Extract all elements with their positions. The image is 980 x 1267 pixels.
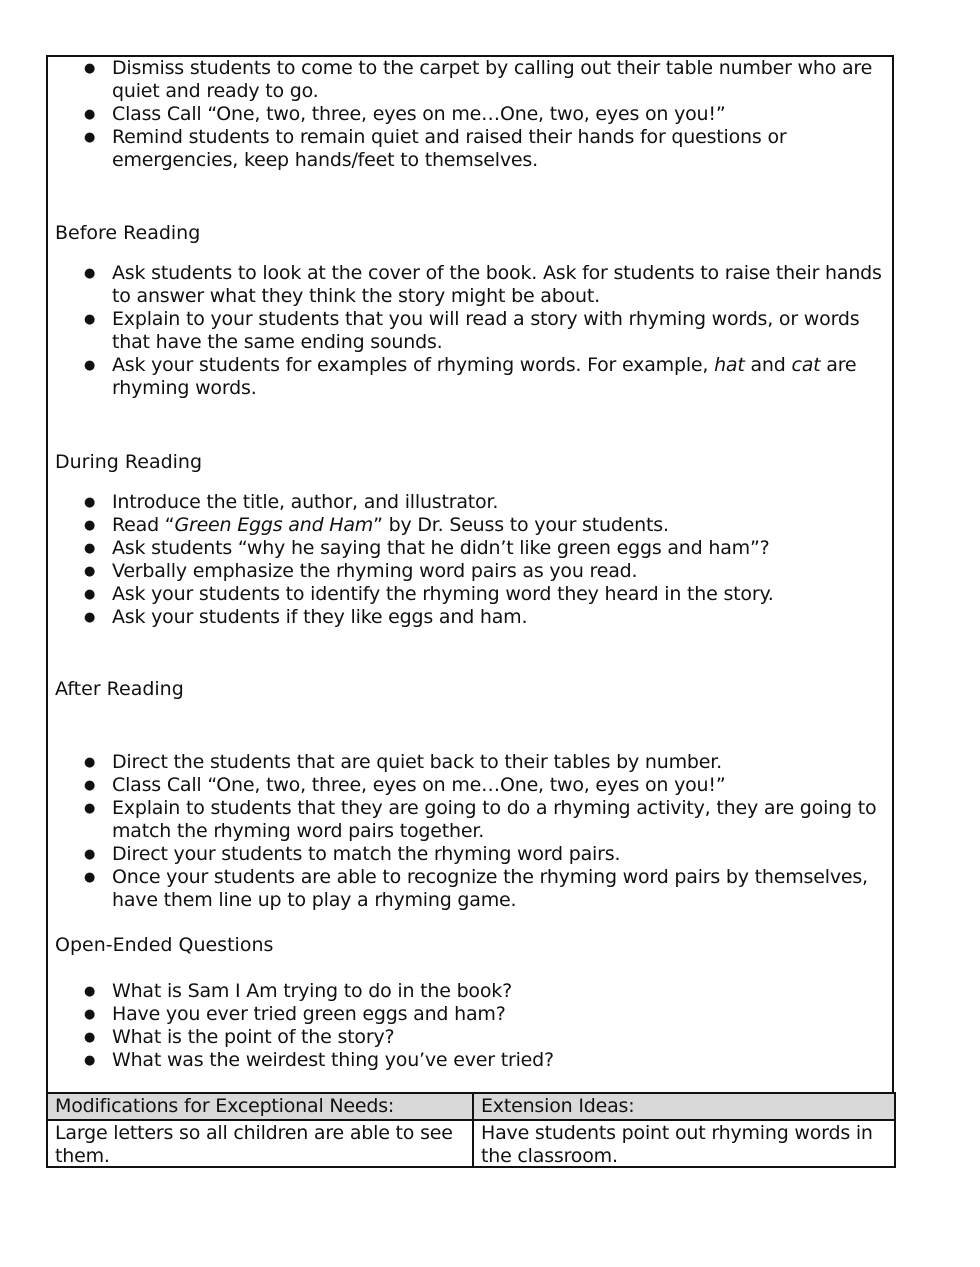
bullet-text: Read “	[112, 514, 175, 536]
after-reading-heading: After Reading	[55, 678, 184, 700]
list-item: ● Class Call “One, two, three, eyes on me…One, two, eyes on you!”	[48, 774, 892, 797]
during-reading-heading: During Reading	[55, 451, 203, 473]
before-reading-section	[48, 262, 892, 400]
example-word-hat: hat	[714, 354, 745, 376]
intro-section	[48, 57, 892, 172]
list-item: ● Have you ever tried green eggs and ham?	[48, 1003, 892, 1026]
list-item: ● Ask your students if they like eggs and ham.	[48, 606, 892, 629]
book-title: Green Eggs and Ham	[174, 514, 374, 536]
during-reading-section	[48, 491, 892, 629]
open-ended-list	[48, 980, 892, 1072]
list-item: ● Explain to students that they are going to do a rhyming activity, they are going to match the rhyming word pairs together.	[48, 797, 892, 843]
list-item: ● What is Sam I Am trying to do in the book?	[48, 980, 892, 1003]
bullet-text: and	[744, 354, 792, 376]
after-reading-list	[48, 751, 892, 912]
extension-ideas-header: Extension Ideas:	[481, 1095, 635, 1117]
list-item: ● Once your students are able to recognize the rhyming word pairs by themselves, have them line up to play a rhyming game.	[48, 866, 892, 912]
bullet-text: ” by Dr. Seuss to your students.	[373, 514, 669, 536]
list-item: ● What was the weirdest thing you’ve ever tried?	[48, 1049, 892, 1072]
list-item: ● Class Call “One, two, three, eyes on me…One, two, eyes on you!”	[48, 103, 892, 126]
list-item: ● Introduce the title, author, and illustrator.	[48, 491, 892, 514]
before-reading-heading: Before Reading	[55, 222, 201, 244]
open-ended-section	[48, 980, 892, 1072]
modifications-cell: Large letters so all children are able to see them.	[55, 1122, 453, 1167]
during-reading-list	[48, 491, 892, 629]
list-item: ● Verbally emphasize the rhyming word pairs as you read.	[48, 560, 892, 583]
list-item	[48, 354, 892, 400]
modifications-table	[46, 1092, 896, 1168]
list-item: ● Ask students to look at the cover of the book. Ask for students to raise their hands to answer what they think the story might be about.	[48, 262, 892, 308]
list-item	[48, 514, 892, 537]
list-item: ● Direct the students that are quiet back to their tables by number.	[48, 751, 892, 774]
list-item: ● What is the point of the story?	[48, 1026, 892, 1049]
bullet-text: Ask your students for examples of rhyming words. For example,	[112, 354, 715, 376]
after-reading-section	[48, 751, 892, 912]
modifications-header: Modifications for Exceptional Needs:	[55, 1095, 395, 1117]
example-word-cat: cat	[791, 354, 821, 376]
list-item: ● Ask your students to identify the rhyming word they heard in the story.	[48, 583, 892, 606]
bullet-text: are rhyming words.	[112, 354, 857, 399]
lesson-procedure-box	[46, 55, 894, 1092]
open-ended-questions-heading: Open-Ended Questions	[55, 934, 274, 956]
intro-list	[48, 57, 892, 172]
extension-ideas-cell: Have students point out rhyming words in the classroom.	[481, 1122, 873, 1167]
before-reading-list	[48, 262, 892, 400]
list-item: ● Remind students to remain quiet and raised their hands for questions or emergencies, keep hands/feet to themselves.	[48, 126, 892, 172]
list-item: ● Direct your students to match the rhyming word pairs.	[48, 843, 892, 866]
column-divider	[472, 1094, 474, 1166]
list-item: ● Dismiss students to come to the carpet by calling out their table number who are quiet and ready to go.	[48, 57, 892, 103]
list-item: ● Ask students “why he saying that he didn’t like green eggs and ham”?	[48, 537, 892, 560]
list-item: ● Explain to your students that you will read a story with rhyming words, or words that have the same ending sounds.	[48, 308, 892, 354]
